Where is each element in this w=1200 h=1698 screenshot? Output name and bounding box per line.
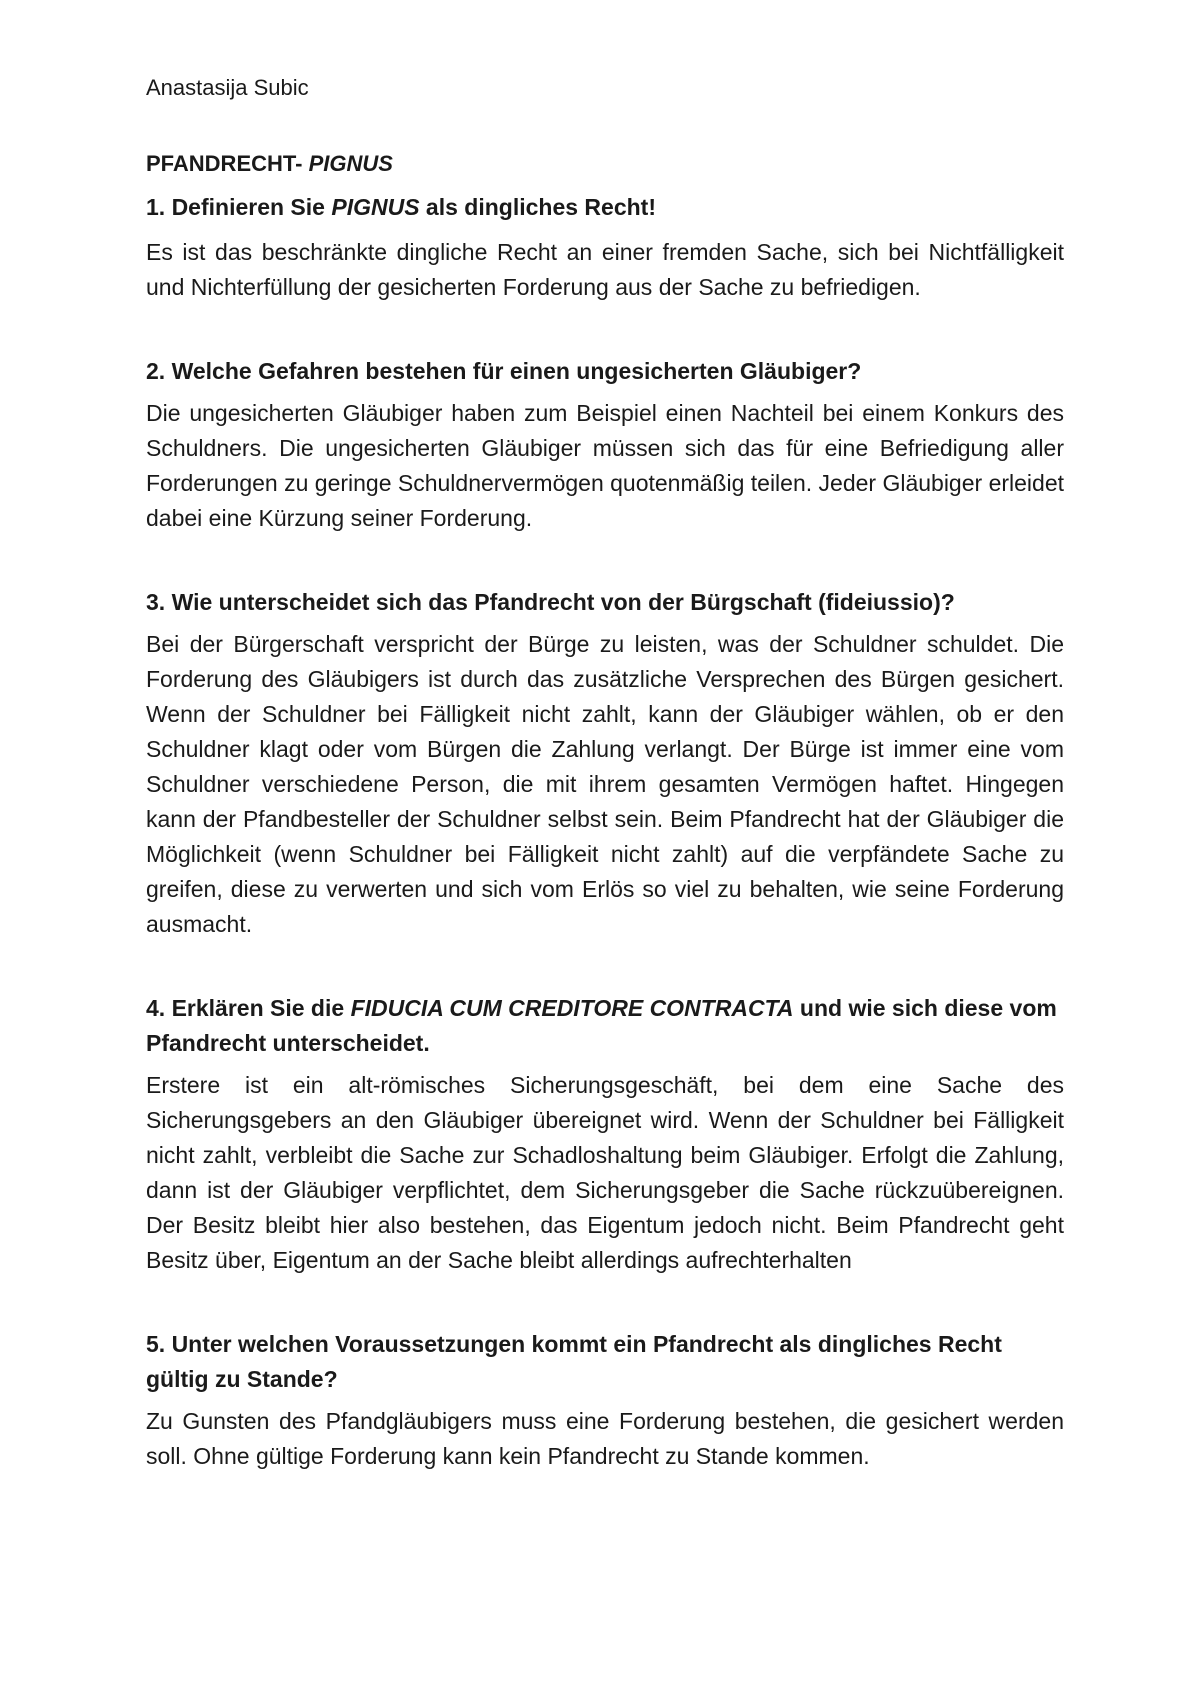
answer-1: Es ist das beschränkte dingliche Recht an einer fremden Sache, sich bei Nichtfälligkeit und Nichterfüllung der gesicherten Forderung aus der Sache zu befriedigen. (146, 239, 1064, 300)
question-2 (146, 354, 1064, 389)
author-name: Anastasija Subic (146, 75, 309, 100)
question-4-italic: FIDUCIA CUM CREDITORE CONTRACTA (350, 995, 794, 1021)
document-title-main: PFANDRECHT- (146, 151, 309, 176)
section-1 (146, 190, 1064, 305)
question-1-text: 1. Definieren Sie (146, 194, 332, 220)
answer-3: Bei der Bürgerschaft verspricht der Bürge zu leisten, was der Schuldner schuldet. Die Forderung des Gläubigers ist durch das zusätzliche Versprechen des Bürgen gesichert. Wenn der Schuldner bei Fälligkeit nicht zahlt, kann der Gläubiger wählen, ob er den Schuldner klagt oder vom Bürgen die Zahlung verlangt. Der Bürge ist immer eine vom Schuldner verschiedene Person, die mit ihrem gesamten Vermögen haftet. Hingegen kann der Pfandbesteller der Schuldner selbst sein. Beim Pfandrecht hat der Gläubiger die Möglichkeit (wenn Schuldner bei Fälligkeit nicht zahlt) auf die verpfändete Sache zu greifen, diese zu verwerten und sich vom Erlös so viel zu behalten, wie seine Forderung ausmacht. (146, 631, 1064, 937)
question-3-text: 3. Wie unterscheidet sich das Pfandrecht von der Bürgschaft (fideiussio)? (146, 589, 955, 615)
question-5 (146, 1327, 1064, 1397)
question-3 (146, 585, 1064, 620)
document-title (146, 148, 1064, 180)
document-title-italic: PIGNUS (308, 151, 393, 176)
section-2 (146, 354, 1064, 536)
answer-2: Die ungesicherten Gläubiger haben zum Beispiel einen Nachteil bei einem Konkurs des Schuldners. Die ungesicherten Gläubiger müssen sich das für eine Befriedigung aller Forderungen zu geringe Schuldnervermögen quotenmäßig teilen. Jeder Gläubiger erleidet dabei eine Kürzung seiner Forderung. (146, 400, 1065, 531)
section-3 (146, 585, 1064, 942)
question-2-text: 2. Welche Gefahren bestehen für einen ungesicherten Gläubiger? (146, 358, 862, 384)
question-1-text-end: als dingliches Recht! (419, 194, 656, 220)
question-4 (146, 991, 1064, 1061)
document-page (146, 72, 1064, 1523)
question-5-text: 5. Unter welchen Voraussetzungen kommt ein Pfandrecht als dingliches Recht gültig zu Stande? (146, 1331, 1002, 1392)
section-4 (146, 991, 1064, 1278)
question-4-text-end: und wie sich diese vom Pfandrecht unterscheidet. (146, 995, 1057, 1056)
answer-5: Zu Gunsten des Pfandgläubigers muss eine Forderung bestehen, die gesichert werden soll. Ohne gültige Forderung kann kein Pfandrecht zu Stande kommen. (146, 1408, 1064, 1469)
section-5 (146, 1327, 1064, 1474)
question-4-text: 4. Erklären Sie die (146, 995, 351, 1021)
question-1 (146, 190, 1064, 225)
answer-4: Erstere ist ein alt-römisches Sicherungsgeschäft, bei dem eine Sache des Sicherungsgebers an den Gläubiger übereignet wird. Wenn der Schuldner bei Fälligkeit nicht zahlt, verbleibt die Sache zur Schadloshaltung beim Gläubiger. Erfolgt die Zahlung, dann ist der Gläubiger verpflichtet, dem Sicherungsgeber die Sache rückzuübereignen. Der Besitz bleibt hier also bestehen, das Eigentum jedoch nicht. Beim Pfandrecht geht Besitz über, Eigentum an der Sache bleibt allerdings aufrechterhalten (146, 1072, 1064, 1273)
question-1-italic: PIGNUS (331, 194, 420, 220)
